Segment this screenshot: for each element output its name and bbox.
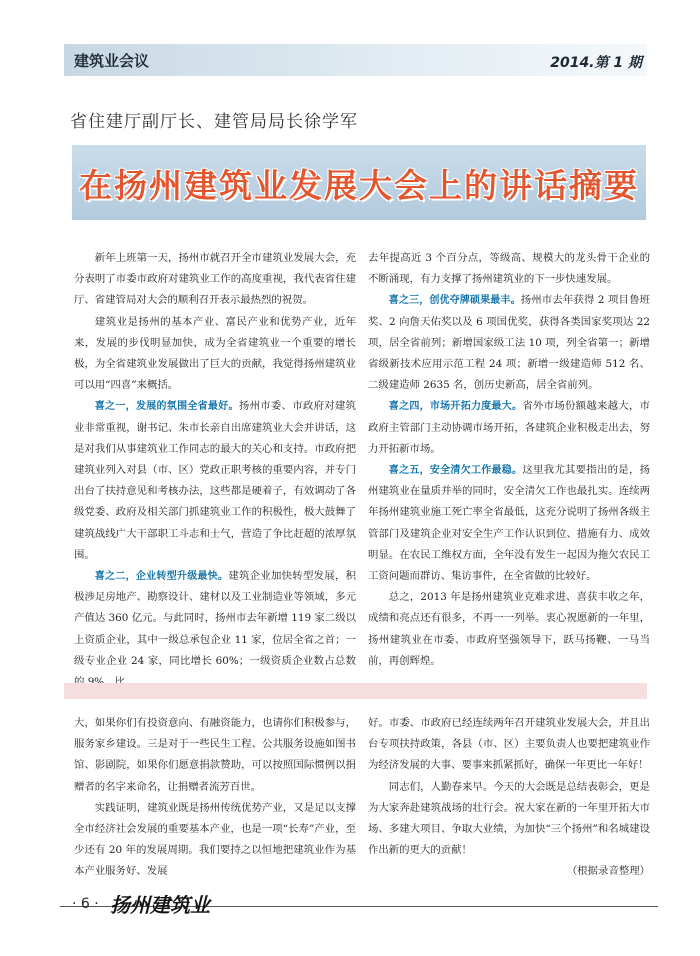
magazine-logo: 扬州建筑业 — [110, 893, 210, 917]
paragraph — [74, 566, 356, 693]
highlight-heading: 喜之四，市场开拓力度最大。 — [388, 401, 523, 413]
source-note: （根据录音整理） — [566, 865, 650, 878]
paragraph: 建筑业是扬州的基本产业、富民产业和优势产业，近年来，发展的步伐明显加快，成为全省建筑业一个重要的增长极，为全省建筑业发展做出了巨大的贡献，我觉得扬州建筑业可以用“四喜”来概括。 — [74, 315, 356, 392]
paragraph — [368, 460, 650, 587]
column-3 — [74, 713, 356, 883]
paragraph-body: 扬州市去年获得 2 项目鲁班奖、2 向詹天佑奖以及 6 项国优奖，获得各类国家奖项达 22 项，居全省前列；新增国家级工法 10 项，列全省第一；新增省级新技术应用示范工程 24 项；新增一级建造师 512 名、二级建造师 2635 名，创历史新高，居全省前列。 — [368, 294, 651, 392]
paragraph-body: 建筑企业加快转型发展，积极涉足房地产、勘察设计、建材以及工业制造业等领域，多元产值达 360 亿元。与此同时，扬州市去年新增 119 家二级以上资质企业，其中一级总承包企业 11 家，位居全省之首；一级专业企业 24 家，同比增长 60%；一级资质企业数占总数 — [74, 570, 357, 667]
paragraph — [368, 396, 650, 460]
paragraph: 大，如果你们有投资意向、有融资能力，也请你们积极参与，服务家乡建设。三是对于一些民生工程、公共服务设施如图书馆、影剧院，如果你们愿意捐款赞助，可以按照国际惯例以捐赠者的名字来命名，让捐赠者流芳百世。 — [74, 717, 356, 793]
article-title: 在扬州建筑业发展大会上的讲话摘要 — [79, 166, 639, 205]
section-divider — [64, 683, 647, 699]
highlight-heading: 喜之五，安全清欠工作最稳。 — [388, 465, 523, 477]
page-number: · 6 · — [72, 896, 99, 912]
column-4 — [368, 713, 650, 883]
paragraph — [74, 396, 356, 566]
section-label: 建筑业会议 — [74, 52, 150, 70]
paragraph — [368, 290, 650, 396]
paragraph-body: 扬州市委、市政府对建筑业非常重视，谢书记、朱市长亲自出席建筑业大会并讲话，这是对我们从事建筑业工作同志的最大的关心和支持。市政府把建筑业列入对县（市、区）党政正职考核的重要内容，并专门出台了扶持意见和考核办法，这些都是硬着子，有效调动了各级党委、政府及相关部门抓建筑业工作的积极性，极大鼓舞了建筑战线广大干部职工斗志和士气，营造了争比赶超的浓厚氛围。 — [74, 400, 357, 561]
paragraph: 同志们，人勤春来早。今天的大会既是总结表彰会，更是为大家奔赴建筑战场的壮行会。祝大家在新的一年里开拓大市场、多建大项目、争取大业绩，为加快“三个扬州”和名城建设作出新的更大的贡献！ — [368, 780, 650, 857]
paragraph: 总之，2013 年是扬州建筑业克难求进、喜获丰收之年，成绩和亮点还有很多，不再一一列举。衷心祝愿新的一年里，扬州建筑业在市委、市政府坚强领导下，跃马扬鞭、一马当前，再创辉煌。 — [368, 591, 650, 667]
highlight-heading: 喜之二，企业转型升级最快。 — [94, 571, 229, 583]
issue-label: 2014.第 1 期 — [550, 55, 642, 71]
column-1 — [74, 248, 356, 693]
paragraph: 新年上班第一天，扬州市就召开全市建筑业发展大会，充分表明了市委市政府对建筑业工作的高度重视，我代表省住建厅、省建管局对大会的顺利召开表示最热烈的祝贺。 — [74, 252, 356, 307]
highlight-heading: 喜之三，创优夺牌硕果最丰。 — [388, 295, 521, 307]
highlight-heading: 喜之一，发展的氛围全省最好。 — [94, 401, 239, 413]
paragraph-body: 省外市场份额越来越大，市政府主管部门主动协调市场开拓，各建筑企业积极走出去，努力开拓新市场。 — [368, 400, 651, 455]
column-2 — [368, 248, 650, 672]
speaker-line: 省住建厅副厅长、建管局局长徐学军 — [70, 112, 358, 132]
paragraph: 好。市委、市政府已经连续两年召开建筑业发展大会，并且出台专项扶持政策，各县（市、区）主要负责人也要把建筑业作为经济发展的大事、要事来抓紧抓好，确保一年更比一年好！ — [368, 717, 650, 772]
paragraph: 去年提高近 3 个百分点，等级高、规模大的龙头骨干企业的不断涌现，有力支撑了扬州建筑业的下一步快速发展。 — [368, 252, 650, 286]
paragraph-body: 这里我尤其要指出的是，扬州建筑业在量质并举的同时，安全清欠工作也最扎实。连续两年扬州建筑业施工死亡率全省最低，这充分说明了扬州各级主管部门及建筑企业对安全生产工作认识到位、措施有力、成效明显。在农民工维权方面，全年没有发生一起因为拖欠农民工工资问题而群访、集访事件，在全省做的比较好。 — [368, 464, 651, 583]
paragraph: 实践证明，建筑业既是扬州传统优势产业，又是足以支撑全市经济社会发展的重要基本产业，也是一项“长寿”产业，至少还有 20 年的发展周期。我们要持之以恒地把建筑业作为基本产业服务好、发展 — [74, 801, 356, 878]
